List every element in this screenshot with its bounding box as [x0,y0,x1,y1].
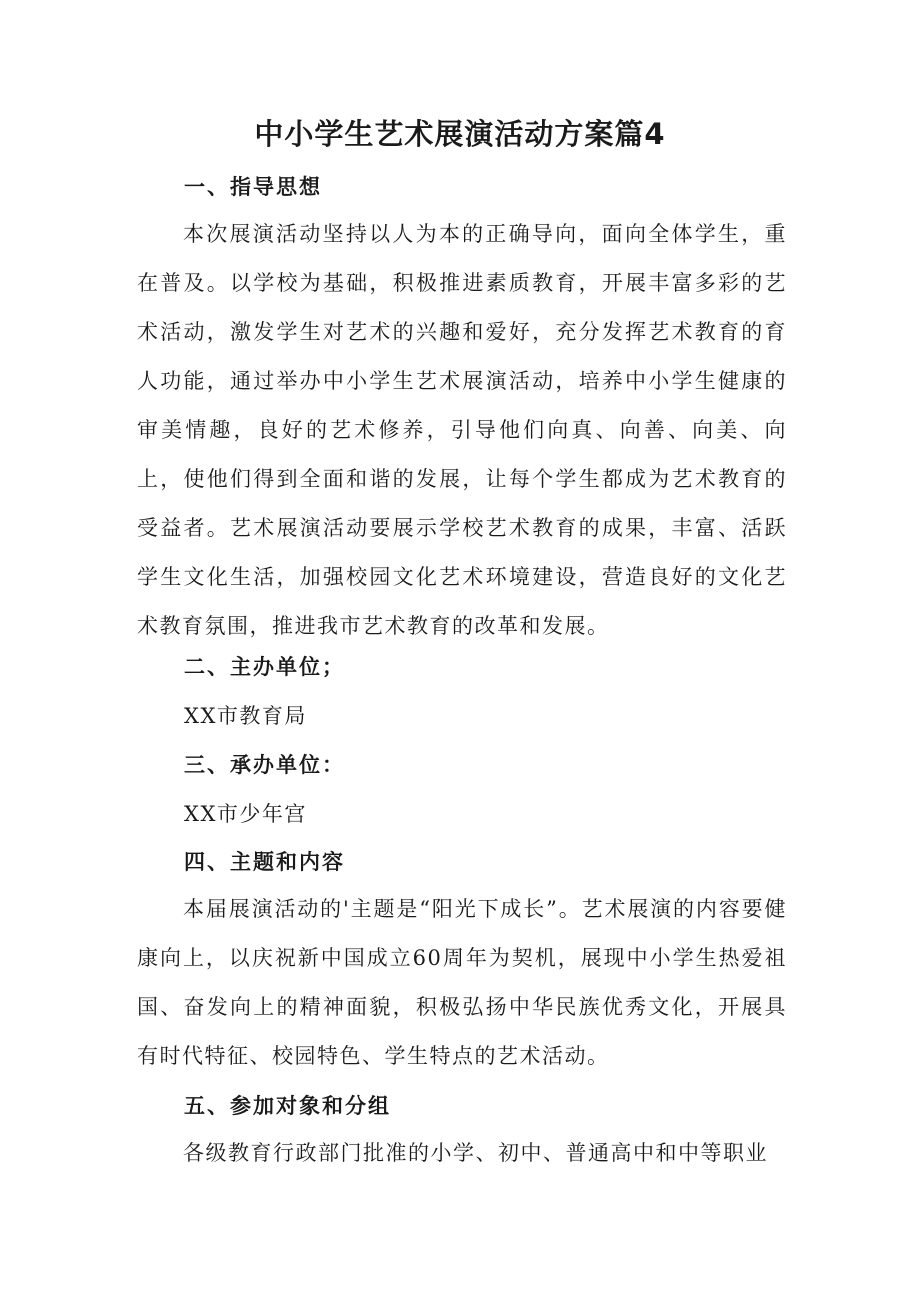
section-heading-undertaker: 三、承办单位： [184,753,345,777]
section-body-undertaker: XX市少年宫 [184,802,307,826]
section-body-participants: 各级教育行政部门批准的小学、初中、普通高中和中等职业 [183,1141,768,1165]
document-title: 中小学生艺术展演活动方案篇4 [254,117,666,151]
section-body-organizer: XX市教育局 [184,704,307,728]
section-heading-guiding-ideology: 一、指导思想 [184,175,322,199]
section-body-theme-content: 本届展演活动的'主题是“阳光下成长”。艺术展演的内容要健康向上，以庆祝新中国成立60周年为契机，展现中小学生热爱祖国、奋发向上的精神面貌，积极弘扬中华民族优秀文化，开展具有时代特征、校园特色、学生特点的艺术活动。 [137,897,787,1068]
section-heading-theme-content: 四、主题和内容 [184,850,345,874]
section-body-guiding-ideology: 本次展演活动坚持以人为本的正确导向，面向全体学生，重在普及。以学校为基础，积极推进素质教育，开展丰富多彩的艺术活动，激发学生对艺术的兴趣和爱好，充分发挥艺术教育的育人功能，通过举办中小学生艺术展演活动，培养中小学生健康的审美情趣，良好的艺术修养，引导他们向真、向善、向美、向上，使他们得到全面和谐的发展，让每个学生都成为艺术教育的受益者。艺术展演活动要展示学校艺术教育的成果，丰富、活跃学生文化生活，加强校园文化艺术环境建设，营造良好的文化艺术教育氛围，推进我市艺术教育的改革和发展。 [137,222,787,638]
section-heading-participants: 五、参加对象和分组 [184,1094,391,1118]
section-heading-organizer: 二、主办单位； [184,655,345,679]
